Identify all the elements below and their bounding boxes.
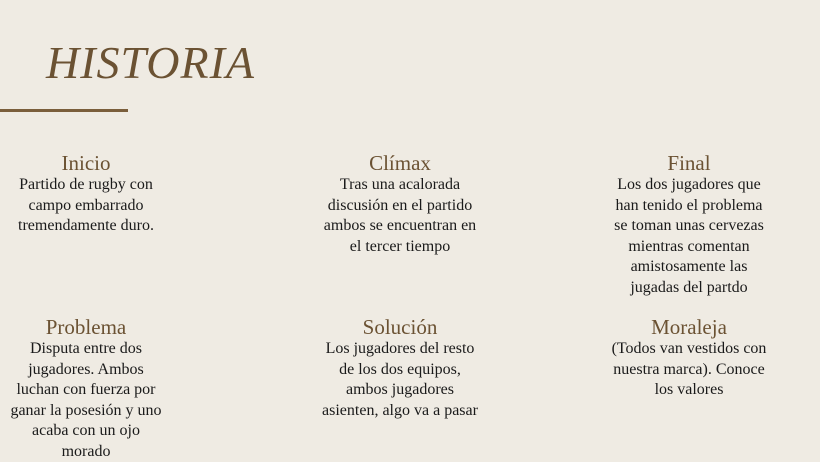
- section-text: [310, 175, 490, 257]
- section-heading: Problema: [0, 315, 172, 339]
- text-line: nuestra marca). Conoce: [600, 360, 778, 381]
- text-line: de los dos equipos,: [310, 360, 490, 381]
- text-line: Los jugadores del resto: [310, 339, 490, 360]
- text-line: Disputa entre dos: [0, 339, 172, 360]
- text-line: ganar la posesión y uno: [0, 401, 172, 422]
- text-line: acaba con un ojo: [0, 421, 172, 442]
- section-text: [0, 339, 172, 462]
- text-line: jugadores. Ambos: [0, 360, 172, 381]
- text-line: Partido de rugby con: [0, 175, 172, 196]
- title-underline: [0, 109, 128, 112]
- section-heading: Final: [600, 151, 778, 175]
- section-heading: Moraleja: [600, 315, 778, 339]
- text-line: tremendamente duro.: [0, 216, 172, 237]
- text-line: se toman unas cervezas: [600, 216, 778, 237]
- text-line: los valores: [600, 380, 778, 401]
- text-line: el tercer tiempo: [310, 237, 490, 258]
- text-line: asienten, algo va a pasar: [310, 401, 490, 422]
- section-heading: Inicio: [0, 151, 172, 175]
- text-line: jugadas del partdo: [600, 278, 778, 299]
- section-problema: [0, 315, 172, 462]
- section-text: [310, 339, 490, 421]
- section-solucion: [310, 315, 490, 421]
- section-text: [600, 339, 778, 401]
- section-moraleja: [600, 315, 778, 401]
- section-heading: Solución: [310, 315, 490, 339]
- text-line: amistosamente las: [600, 257, 778, 278]
- section-text: [0, 175, 172, 237]
- text-line: morado: [0, 442, 172, 462]
- text-line: han tenido el problema: [600, 196, 778, 217]
- section-inicio: [0, 151, 172, 237]
- text-line: ambos se encuentran en: [310, 216, 490, 237]
- text-line: (Todos van vestidos con: [600, 339, 778, 360]
- page-title: HISTORIA: [46, 40, 255, 86]
- text-line: Tras una acalorada: [310, 175, 490, 196]
- section-final: [600, 151, 778, 298]
- text-line: mientras comentan: [600, 237, 778, 258]
- section-text: [600, 175, 778, 298]
- text-line: Los dos jugadores que: [600, 175, 778, 196]
- text-line: luchan con fuerza por: [0, 380, 172, 401]
- text-line: campo embarrado: [0, 196, 172, 217]
- section-heading: Clímax: [310, 151, 490, 175]
- section-climax: [310, 151, 490, 257]
- text-line: ambos jugadores: [310, 380, 490, 401]
- text-line: discusión en el partido: [310, 196, 490, 217]
